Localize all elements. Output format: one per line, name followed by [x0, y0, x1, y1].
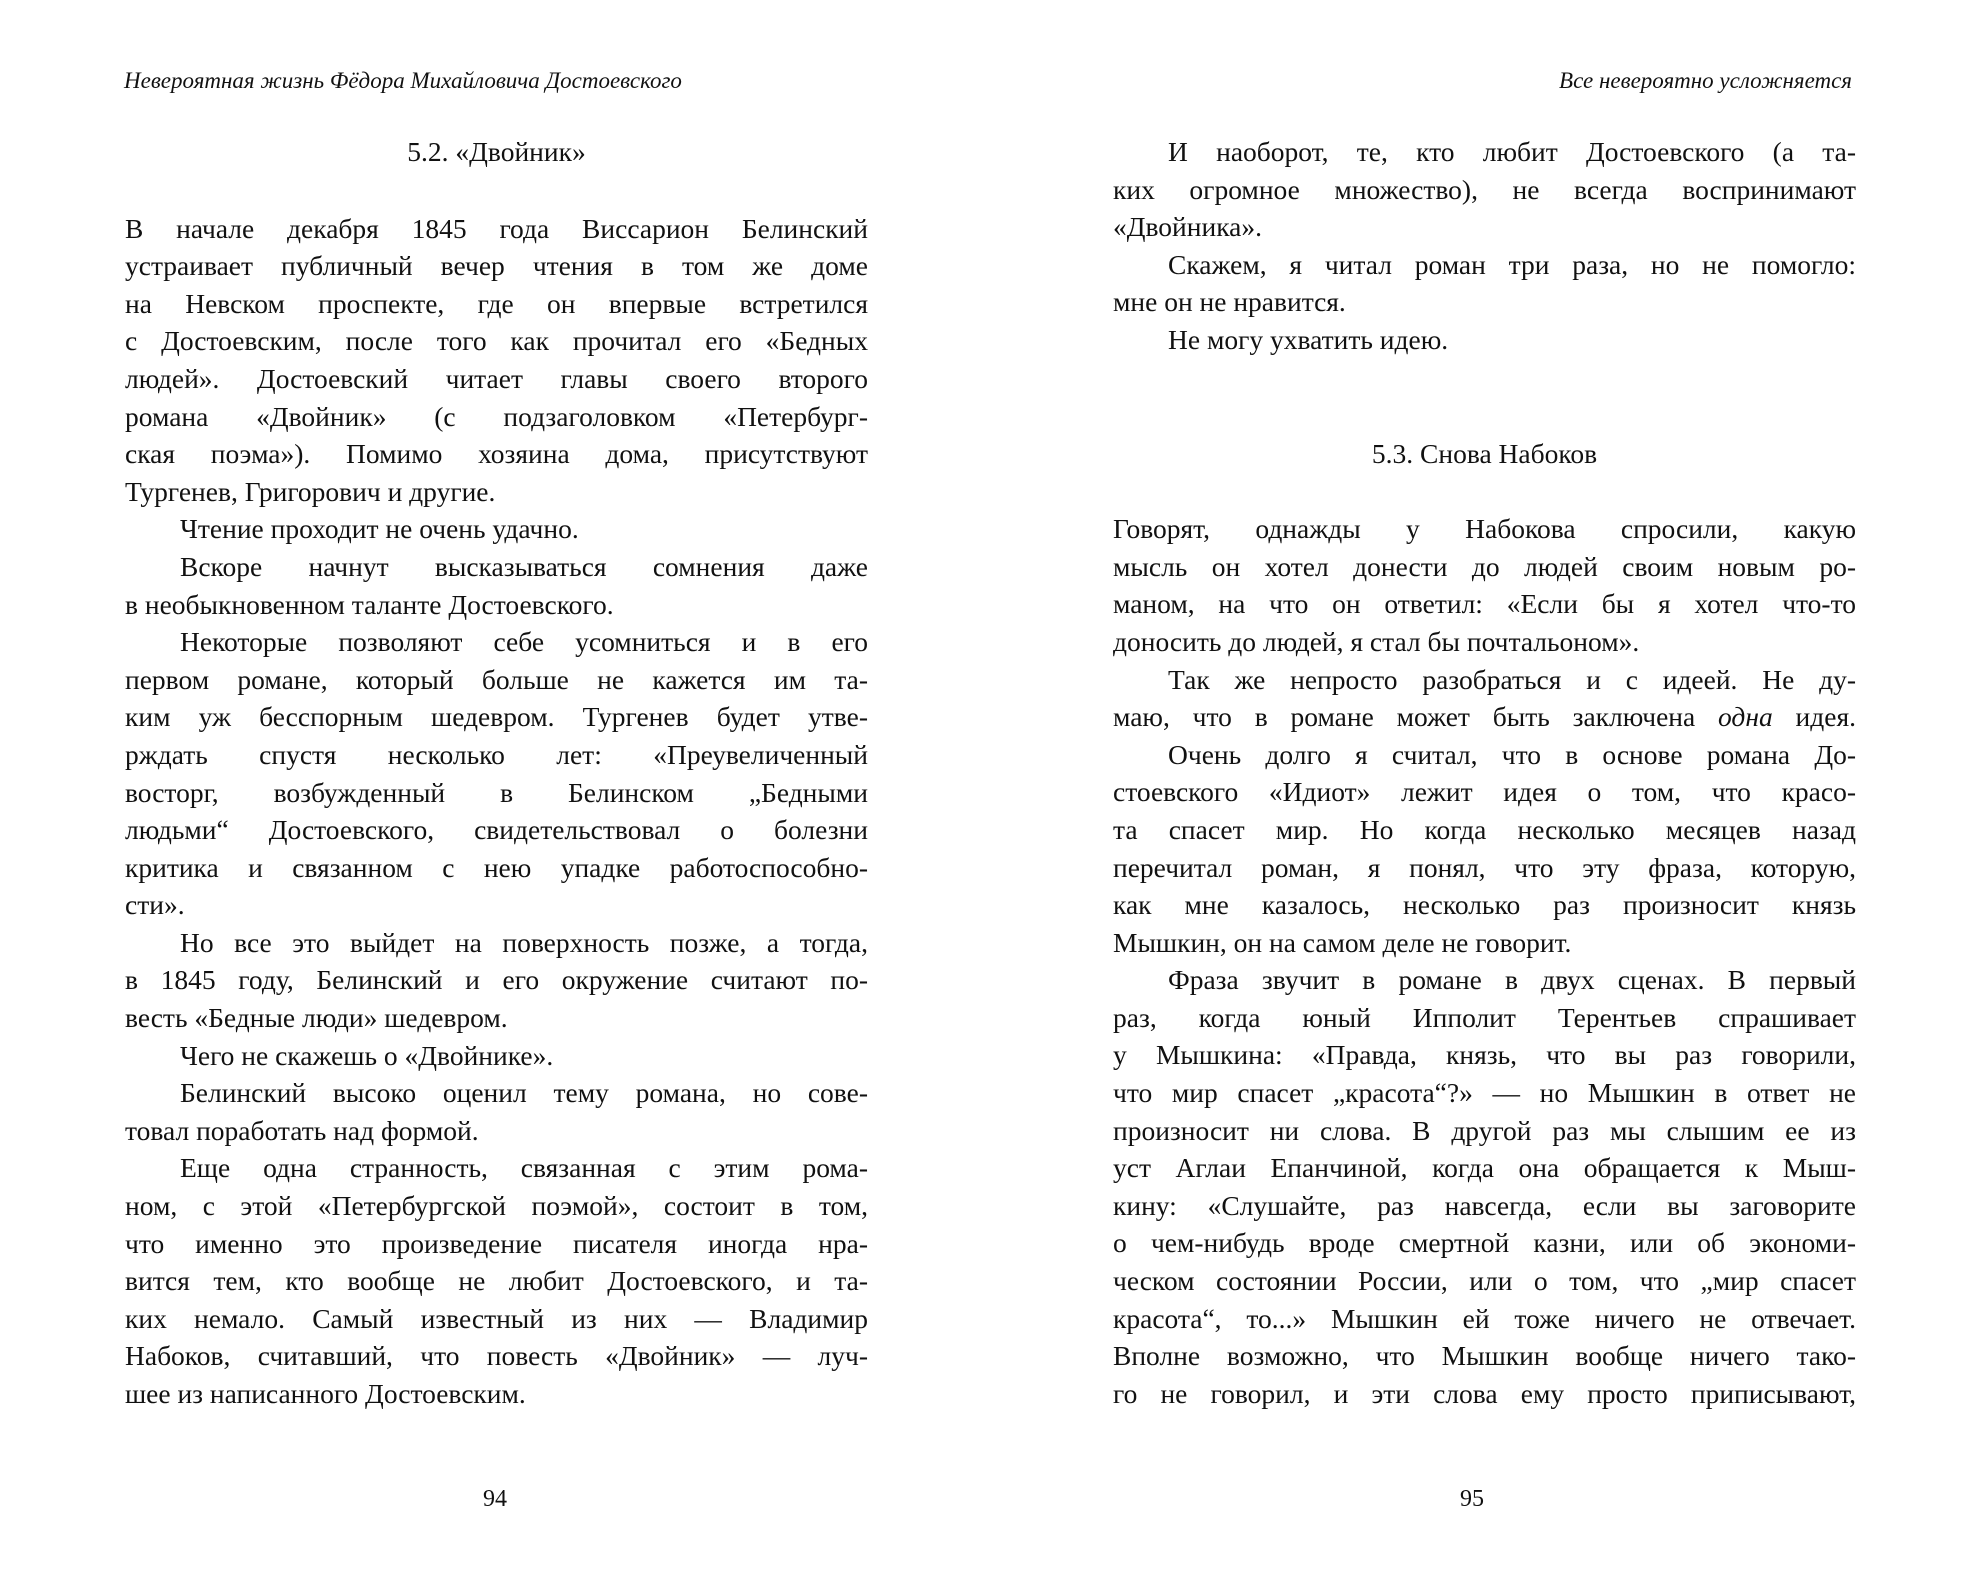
- paragraph: [1113, 510, 1856, 660]
- text-line: шее из написанного Достоевским.: [125, 1378, 526, 1409]
- text-line: восторг, возбужденный в Белинском „Бедными: [125, 776, 868, 808]
- paragraph: [1113, 246, 1856, 321]
- text-line: на Невском проспекте, где он впервые встретился: [125, 287, 868, 319]
- text-line: Но все это выйдет на поверхность позже, а тогда,: [180, 926, 868, 958]
- text-line: В начале декабря 1845 года Виссарион Белинский: [125, 212, 868, 244]
- text-line: «Двойника».: [1113, 211, 1262, 243]
- text-line: рждать спустя несколько лет: «Преувеличенный: [125, 738, 868, 770]
- text-line: как мне казалось, несколько раз произносит князь: [1113, 889, 1856, 921]
- text-line: Так же непросто разобраться и с идеей. Не ду-: [1168, 663, 1856, 695]
- text-column-left: [125, 133, 868, 1413]
- text-line: доносить до людей, я стал бы почтальоном».: [1113, 625, 1640, 657]
- text-line: уст Аглаи Епанчиной, когда она обращается к Мыш-: [1113, 1152, 1856, 1184]
- text-line: Чтение проходит не очень удачно.: [180, 513, 579, 545]
- text-line: Не могу ухватить идею.: [1168, 323, 1449, 355]
- text-line: ких немало. Самый известный из них — Владимир: [125, 1302, 868, 1334]
- text-line: Чего не скажешь о «Двойнике».: [180, 1039, 554, 1071]
- text-line: стоевского «Идиот» лежит идея о том, что красо-: [1113, 776, 1856, 808]
- text-line: что мир спасет „красота“?» — но Мышкин в ответ не: [1113, 1077, 1856, 1109]
- text-line: красота“, то...» Мышкин ей тоже ничего не отвечает.: [1113, 1302, 1856, 1334]
- text-line: Вскоре начнут высказываться сомнения даже: [180, 550, 868, 582]
- page-number-left: 94: [483, 1486, 507, 1512]
- text-line: кину: «Слушайте, раз навсегда, если вы заговорите: [1113, 1189, 1856, 1221]
- text-line: романа «Двойник» (с подзаголовком «Петербург-: [125, 400, 868, 432]
- text-line: людьми“ Достоевского, свидетельствовал о болезни: [125, 814, 868, 846]
- text-line: товал поработать над формой.: [125, 1114, 479, 1146]
- text-line: Белинский высоко оценил тему романа, но сове-: [180, 1077, 868, 1109]
- right-page: [985, 0, 1969, 1575]
- text-line: критика и связанном с нею упадке работоспособно-: [125, 851, 868, 883]
- text-column-right: [1113, 133, 1856, 1412]
- paragraph: [1113, 321, 1856, 359]
- text-line: людей». Достоевский читает главы своего второго: [125, 362, 868, 394]
- text-line: та спасет мир. Но когда несколько месяцев назад: [1113, 813, 1856, 845]
- paragraph: [125, 210, 868, 511]
- text-line: первом романе, который больше не кажется им та-: [125, 663, 868, 695]
- text-line: сти».: [125, 889, 185, 921]
- text-line: раз, когда юный Ипполит Терентьев спрашивает: [1113, 1001, 1856, 1033]
- section-title-5-3: 5.3. Снова Набоков: [1371, 437, 1598, 469]
- paragraph: [125, 1149, 868, 1412]
- text-line: вится тем, кто вообще не любит Достоевского, и та-: [125, 1265, 868, 1297]
- text-line: Очень долго я считал, что в основе романа До-: [1168, 738, 1856, 770]
- text-line: в необыкновенном таланте Достоевского.: [125, 588, 614, 620]
- text-line: Еще одна странность, связанная с этим рома-: [180, 1152, 868, 1184]
- emphasis: одна: [1718, 701, 1773, 733]
- paragraph: [125, 548, 868, 623]
- text-line: что именно это произведение писателя иногда нра-: [125, 1227, 868, 1259]
- text-line: ческом состоянии России, или о том, что „мир спасет: [1113, 1265, 1856, 1297]
- text-line: ким уж бесспорным шедевром. Тургенев будет утве-: [125, 701, 868, 733]
- paragraph: [1113, 736, 1856, 962]
- text-line: устраивает публичный вечер чтения в том же доме: [125, 250, 868, 282]
- paragraph: [125, 623, 868, 924]
- text-line: го не говорил, и эти слова ему просто приписывают,: [1113, 1377, 1856, 1409]
- text-line: у Мышкина: «Правда, князь, что вы раз говорили,: [1113, 1039, 1856, 1071]
- text-line: Скажем, я читал роман три раза, но не помогло:: [1168, 248, 1856, 280]
- text-line: весть «Бедные люди» шедевром.: [125, 1002, 508, 1034]
- paragraph: [125, 924, 868, 1037]
- text-line: произносит ни слова. В другой раз мы слышим ее из: [1113, 1114, 1856, 1146]
- text-line: Набоков, считавший, что повесть «Двойник» — луч-: [125, 1340, 868, 1372]
- paragraph: [1113, 661, 1856, 736]
- text-line: с Достоевским, после того как прочитал его «Бедных: [125, 325, 868, 357]
- paragraph: [125, 1037, 868, 1075]
- text-line: Некоторые позволяют себе усомниться и в его: [180, 626, 868, 658]
- paragraph: [1113, 133, 1856, 246]
- text-line: ская поэма»). Помимо хозяина дома, присутствуют: [125, 438, 868, 470]
- paragraph: [1113, 961, 1856, 1412]
- text-run: идея.: [1772, 701, 1856, 733]
- text-line: Мышкин, он на самом деле не говорит.: [1113, 926, 1572, 958]
- text-line: мысль он хотел донести до людей своим новым ро-: [1113, 550, 1856, 582]
- paragraph: [125, 1074, 868, 1149]
- left-page: [0, 0, 984, 1575]
- text-line: ном, с этой «Петербургской поэмой», состоит в том,: [125, 1190, 868, 1222]
- text-line: Фраза звучит в романе в двух сценах. В первый: [1168, 964, 1856, 996]
- text-run: маю, что в романе может быть заключена: [1113, 701, 1719, 733]
- text-line: ких огромное множество), не всегда воспринимают: [1113, 173, 1856, 205]
- text-line: в 1845 году, Белинский и его окружение считают по-: [125, 964, 868, 996]
- section-title-5-2: 5.2. «Двойник»: [407, 136, 586, 167]
- page-number-right: 95: [1460, 1486, 1484, 1512]
- text-line: И наоборот, те, кто любит Достоевского (а та-: [1168, 136, 1856, 167]
- text-line: перечитал роман, я понял, что эту фраза, которую,: [1113, 851, 1856, 883]
- text-line: Вполне возможно, что Мышкин вообще ничего тако-: [1113, 1340, 1856, 1372]
- running-head-left: Невероятная жизнь Фёдора Михайловича Достоевского: [124, 68, 682, 93]
- text-line: маном, на что он ответил: «Если бы я хотел что-то: [1113, 588, 1856, 620]
- text-line: мне он не нравится.: [1113, 286, 1346, 318]
- text-line: Говорят, однажды у Набокова спросили, какую: [1113, 513, 1856, 545]
- text-line: о чем-нибудь вроде смертной казни, или об экономи-: [1113, 1227, 1856, 1259]
- text-line: [1113, 698, 1856, 736]
- running-head-right: Все невероятно усложняется: [1559, 68, 1852, 93]
- paragraph: [125, 510, 868, 548]
- text-line: Тургенев, Григорович и другие.: [125, 475, 496, 507]
